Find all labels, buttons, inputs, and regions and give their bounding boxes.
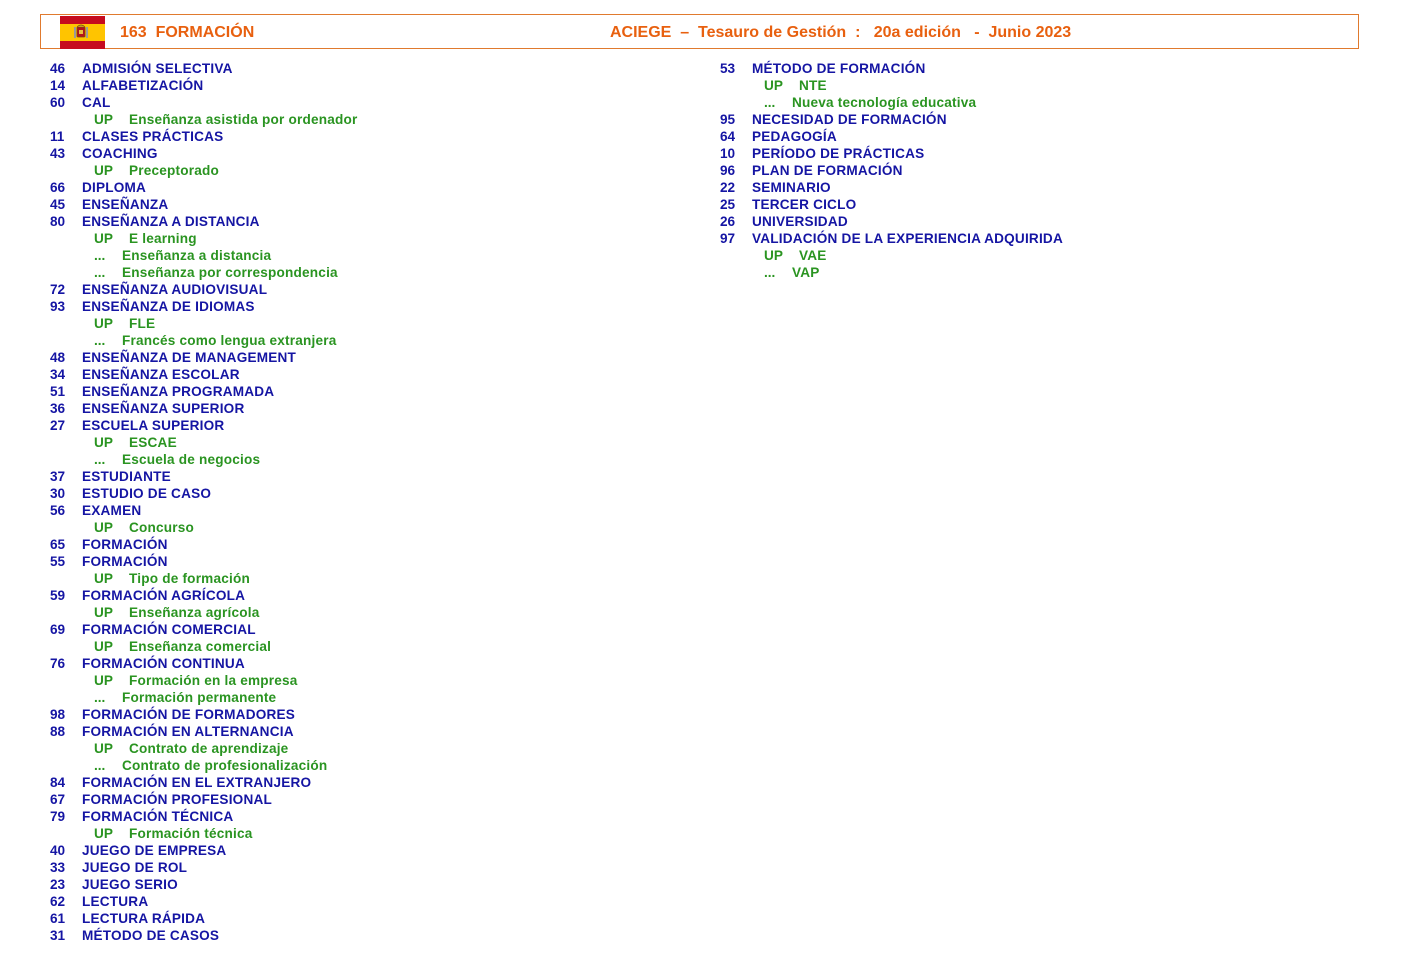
relation-label: ...	[94, 265, 106, 280]
term-label: ENSEÑANZA ESCOLAR	[82, 367, 240, 382]
term-label: CLASES PRÁCTICAS	[82, 129, 224, 144]
page-title: 163 FORMACIÓN	[120, 24, 255, 41]
relation-text: Contrato de profesionalización	[122, 758, 328, 773]
term-number: 31	[50, 928, 66, 943]
term-number: 14	[50, 78, 66, 93]
term-label: MÉTODO DE CASOS	[82, 928, 220, 943]
term-label: DIPLOMA	[82, 180, 147, 195]
term-number: 97	[720, 231, 736, 246]
relation-label: ...	[764, 95, 776, 110]
term-number: 48	[50, 350, 66, 365]
term-label: LECTURA RÁPIDA	[82, 911, 206, 926]
relation-label: UP	[764, 78, 783, 93]
relation-text: ESCAE	[129, 435, 177, 450]
term-number: 26	[720, 214, 736, 229]
term-number: 27	[50, 418, 66, 433]
relation-text: Enseñanza a distancia	[122, 248, 272, 263]
term-label: ADMISIÓN SELECTIVA	[82, 61, 233, 76]
term-label: ENSEÑANZA PROGRAMADA	[82, 384, 275, 399]
term-label: VALIDACIÓN DE LA EXPERIENCIA ADQUIRIDA	[752, 231, 1063, 246]
term-number: 67	[50, 792, 66, 807]
relation-text: Francés como lengua extranjera	[122, 333, 337, 348]
page-header	[40, 14, 1359, 49]
relation-label: ...	[94, 690, 106, 705]
relation-text: Enseñanza por correspondencia	[122, 265, 338, 280]
spain-flag-icon	[60, 16, 105, 49]
relation-label: UP	[94, 316, 113, 331]
relation-text: VAP	[792, 265, 820, 280]
term-number: 79	[50, 809, 66, 824]
publication-info: ACIEGE – Tesauro de Gestión : 20a edición - Junio 2023	[610, 24, 1072, 41]
relation-label: UP	[94, 826, 113, 841]
term-label: FORMACIÓN DE FORMADORES	[82, 707, 296, 722]
term-number: 40	[50, 843, 66, 858]
relation-label: UP	[94, 112, 113, 127]
term-number: 95	[720, 112, 736, 127]
term-number: 93	[50, 299, 66, 314]
term-number: 45	[50, 197, 66, 212]
term-number: 34	[50, 367, 66, 382]
relation-label: ...	[94, 333, 106, 348]
term-label: ESTUDIANTE	[82, 469, 171, 484]
term-label: MÉTODO DE FORMACIÓN	[752, 61, 926, 76]
term-label: ENSEÑANZA DE MANAGEMENT	[82, 350, 297, 365]
relation-label: UP	[94, 673, 113, 688]
relation-label: UP	[764, 248, 783, 263]
term-number: 62	[50, 894, 66, 909]
term-label: PERÍODO DE PRÁCTICAS	[752, 146, 925, 161]
term-number: 56	[50, 503, 66, 518]
term-number: 36	[50, 401, 66, 416]
relation-label: ...	[94, 758, 106, 773]
term-number: 80	[50, 214, 66, 229]
term-label: EXAMEN	[82, 503, 142, 518]
relation-text: FLE	[129, 316, 156, 331]
term-label: FORMACIÓN COMERCIAL	[82, 622, 256, 637]
relation-text: Formación en la empresa	[129, 673, 298, 688]
term-label: PEDAGOGÍA	[752, 129, 837, 144]
relation-text: Contrato de aprendizaje	[129, 741, 289, 756]
term-label: ENSEÑANZA SUPERIOR	[82, 401, 245, 416]
term-label: FORMACIÓN AGRÍCOLA	[82, 588, 246, 603]
term-label: ESTUDIO DE CASO	[82, 486, 212, 501]
relation-text: Enseñanza asistida por ordenador	[129, 112, 358, 127]
term-label: LECTURA	[82, 894, 149, 909]
term-label: SEMINARIO	[752, 180, 831, 195]
term-label: JUEGO DE EMPRESA	[82, 843, 227, 858]
term-label: ALFABETIZACIÓN	[82, 78, 204, 93]
relation-text: Concurso	[129, 520, 195, 535]
term-number: 30	[50, 486, 66, 501]
relation-label: UP	[94, 741, 113, 756]
term-number: 23	[50, 877, 66, 892]
term-label: ESCUELA SUPERIOR	[82, 418, 225, 433]
relation-text: VAE	[799, 248, 827, 263]
term-label: JUEGO SERIO	[82, 877, 178, 892]
term-number: 51	[50, 384, 66, 399]
term-label: FORMACIÓN	[82, 537, 168, 552]
relation-text: Preceptorado	[129, 163, 220, 178]
relation-text: Escuela de negocios	[122, 452, 261, 467]
relation-label: UP	[94, 605, 113, 620]
relation-label: ...	[94, 452, 106, 467]
relation-label: ...	[94, 248, 106, 263]
term-number: 25	[720, 197, 736, 212]
term-number: 96	[720, 163, 736, 178]
relation-label: UP	[94, 639, 113, 654]
relation-label: UP	[94, 520, 113, 535]
term-number: 61	[50, 911, 66, 926]
term-label: FORMACIÓN EN EL EXTRANJERO	[82, 775, 312, 790]
term-label: ENSEÑANZA	[82, 197, 169, 212]
term-label: ENSEÑANZA AUDIOVISUAL	[82, 282, 268, 297]
relation-text: NTE	[799, 78, 827, 93]
term-number: 22	[720, 180, 736, 195]
term-number: 33	[50, 860, 66, 875]
term-label: ENSEÑANZA A DISTANCIA	[82, 214, 260, 229]
term-label: PLAN DE FORMACIÓN	[752, 163, 903, 178]
term-number: 59	[50, 588, 66, 603]
relation-text: Formación técnica	[129, 826, 253, 841]
relation-text: Enseñanza agrícola	[129, 605, 260, 620]
term-label: COACHING	[82, 146, 158, 161]
term-number: 11	[50, 129, 65, 144]
term-number: 98	[50, 707, 66, 722]
term-label: JUEGO DE ROL	[82, 860, 188, 875]
term-label: ENSEÑANZA DE IDIOMAS	[82, 299, 255, 314]
term-label: TERCER CICLO	[752, 197, 857, 212]
term-label: FORMACIÓN EN ALTERNANCIA	[82, 724, 294, 739]
relation-label: UP	[94, 571, 113, 586]
term-number: 46	[50, 61, 66, 76]
term-label: FORMACIÓN	[82, 554, 168, 569]
term-label: FORMACIÓN CONTINUA	[82, 656, 245, 671]
term-number: 69	[50, 622, 66, 637]
term-number: 88	[50, 724, 66, 739]
term-number: 37	[50, 469, 66, 484]
term-label: CAL	[82, 95, 111, 110]
relation-text: Nueva tecnología educativa	[792, 95, 977, 110]
relation-label: ...	[764, 265, 776, 280]
relation-text: Formación permanente	[122, 690, 277, 705]
term-number: 60	[50, 95, 66, 110]
term-number: 72	[50, 282, 66, 297]
relation-label: UP	[94, 231, 113, 246]
term-label: UNIVERSIDAD	[752, 214, 848, 229]
relation-label: UP	[94, 435, 113, 450]
term-number: 84	[50, 775, 66, 790]
term-label: FORMACIÓN PROFESIONAL	[82, 792, 272, 807]
term-number: 64	[720, 129, 736, 144]
relation-label: UP	[94, 163, 113, 178]
relation-text: Enseñanza comercial	[129, 639, 272, 654]
term-number: 55	[50, 554, 66, 569]
relation-text: E learning	[129, 231, 197, 246]
term-number: 65	[50, 537, 66, 552]
term-number: 53	[720, 61, 736, 76]
relation-text: Tipo de formación	[129, 571, 250, 586]
term-number: 10	[720, 146, 736, 161]
term-number: 43	[50, 146, 66, 161]
term-label: NECESIDAD DE FORMACIÓN	[752, 112, 947, 127]
term-number: 76	[50, 656, 66, 671]
term-label: FORMACIÓN TÉCNICA	[82, 809, 234, 824]
term-number: 66	[50, 180, 66, 195]
